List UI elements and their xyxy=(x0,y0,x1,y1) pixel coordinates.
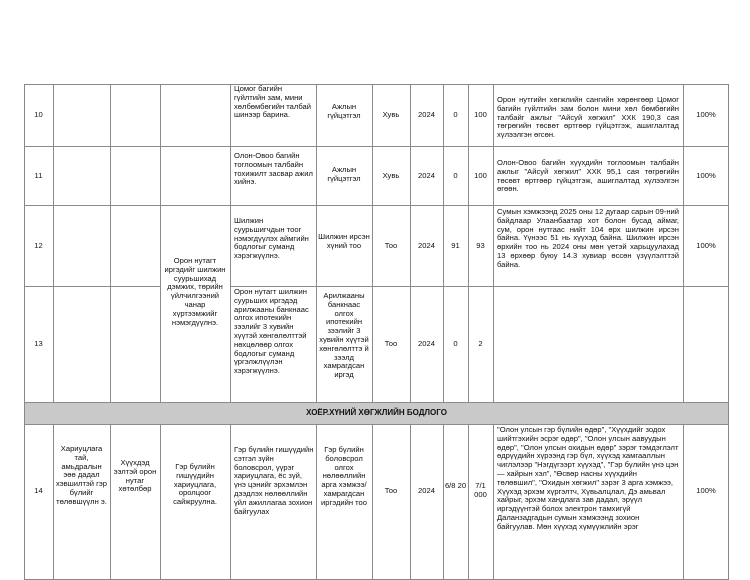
activity-cell: Гэр бүлийн гишүүдийн сэтгэл зүйн боловсрол, үүрэг хариуцлага, ёс зүй, үнэ цэнийг эрхэмлэн дээдлэх нөлөөллийн үйл ажиллагаа зохион байгуулах xyxy=(234,445,314,516)
type-cell: Тоо xyxy=(384,486,398,495)
unit-cell: Гэр бүлийн боловсрол олгох нөлөөллийн арга хэмжээ/ хамрагдсан иргэдийн тоо xyxy=(321,445,367,507)
col-divider xyxy=(230,424,231,580)
col-divider xyxy=(493,84,494,402)
row-divider xyxy=(24,424,729,425)
row-number: 12 xyxy=(34,241,43,250)
activity-cell: Шилжин суурьшигчдын тоог нэмэгдүүлэх аймгийн бодлогыг суманд хэрэгжүүлнэ. xyxy=(234,216,309,261)
unit-cell: Арилжааны банкнаас олгох ипотекийн зээлийг 3 хувийн хүүтэй хөнгөлөлттэ й зээлд хамрагдсан иргэд xyxy=(319,291,369,380)
col-divider xyxy=(53,84,54,402)
result-cell: "Олон улсын гэр бүлийн өдөр", "Хүүхдийг зодох шийтгэхийн эсрэг өдөр", "Олон улсын аавуудын өдөр", "Олон улсын охидын өдөр" зэрэг тэмдэглэлт өдрүүдийн хүрээнд гэр бүл, хүүхэд хамгааллын чиглэлээр "Нэгдүгээрт хүүхэд", "Гэр бүлийн үнэ цэн — хайрын хэл", "Өсвөр насны хүүхдийн төлөвшил", "Охидын хөгжил" зэрэг 3 арга хэмжээ, Хүүхэд эрхэм хүргэлтч, Хүвьалцлал, Дэ амьвал хайрыг, эрхэм хандлага зав дадал, эрүүл иргэдүүнтэй болох электрон тамхигүй Даланзадгадын сумын хэмжээнд зохион байгуулав. Мөн хүүхэд хүмүүжлийн эрэг xyxy=(497,426,679,531)
col-divider xyxy=(372,424,373,580)
result-cell: Орон нутгийн хөгжлийн сангийн хөрөнгөөр Цомог багийн гүйлтийн зам болон мини хөл бөмбөгийн талбайг ажлыг "Айсуй хөгжил" ХХК 190,3 сая төгрөгийн төсвөт өртгөөр гүйцэтгэж, ашиглалтад хүлээлгэн өгсөн. xyxy=(497,95,679,140)
col-divider xyxy=(493,424,494,580)
section-header: ХОЁР.ХҮНИЙ ХӨГЖЛИЙН БОДЛОГО xyxy=(25,403,728,424)
col-divider xyxy=(410,424,411,580)
goal-cell: Орон нутагт иргэдийг шилжин суурьшихад дэмжих, төрийн үйлчилгээний чанар хүртээмжийг нэмэгдүүлнэ. xyxy=(164,256,226,327)
col-divider xyxy=(468,424,469,580)
percent-cell: 100% xyxy=(696,171,716,180)
target-cell: 100 xyxy=(474,110,487,119)
type-cell: Хувь xyxy=(382,110,400,119)
row-number: 13 xyxy=(34,339,43,348)
target-cell: 100 xyxy=(474,171,487,180)
row-divider xyxy=(24,205,729,206)
row-number: 10 xyxy=(34,110,43,119)
col-divider xyxy=(683,424,684,580)
result-cell: Олон-Овоо багийн хүүхдийн тоглоомын талбайн ажлыг "Айсуй хөгжил" ХХК 95,1 сая төгрөгийн төсөвт өртгөөр гүйцэтгэж, ашиглалтад хүлээлгэн өгөөн. xyxy=(497,158,679,194)
percent-cell: 100% xyxy=(696,486,716,495)
type-cell: Хувь xyxy=(382,171,400,180)
row-number: 14 xyxy=(34,486,43,495)
unit-cell: Ажлын гүйцэтгэл xyxy=(327,165,361,183)
col-divider xyxy=(110,424,111,580)
base-cell: 0 xyxy=(453,110,458,119)
target-cell: 93 xyxy=(476,241,485,250)
percent-cell: 100% xyxy=(696,241,716,250)
unit-cell: Ажлын гүйцэтгэл xyxy=(327,102,361,120)
col-divider xyxy=(316,84,317,402)
activity-cell: Цомог багийн гүйлтийн зам, мини хөлбөмбөгийн талбай шинээр барина. xyxy=(234,84,311,120)
goal-cell: Гэр бүлийн гишүүдийн хариуцлага, оролцоог сайжруулна. xyxy=(173,462,217,507)
col-divider xyxy=(53,424,54,580)
type-cell: Тоо xyxy=(384,241,398,250)
base-cell: 91 xyxy=(451,241,460,250)
base-cell: 6/8 20 xyxy=(444,481,467,490)
percent-cell: 100% xyxy=(696,110,716,119)
year-cell: 2024 xyxy=(418,486,435,495)
activity-cell: Орон нутагт шилжин суурьших иргэдэд арилжааны банкнаас олгох ипотекийн зээлийг 3 хувийн хүүтэй хөнгөлөлттэй нөхцөлөөр олгох бодлогыг суманд үргэлжлүүлэн хэрэгжүүлнэ. xyxy=(234,287,309,376)
year-cell: 2024 xyxy=(418,110,435,119)
base-cell: 0 xyxy=(453,171,458,180)
year-cell: 2024 xyxy=(418,339,435,348)
target-cell: 2 xyxy=(478,339,483,348)
base-cell: 0 xyxy=(453,339,458,348)
col-divider xyxy=(160,84,161,402)
row-divider xyxy=(24,146,729,147)
col-divider xyxy=(160,424,161,580)
activity-cell: Олон-Овоо багийн тоглоомын талбайн тохижилт засвар ажил хийнэ. xyxy=(234,151,313,187)
col-divider xyxy=(230,84,231,402)
row-divider xyxy=(24,286,160,287)
col-divider xyxy=(110,84,111,402)
target-cell: 7/1 000 xyxy=(474,481,487,499)
year-cell: 2024 xyxy=(418,241,435,250)
year-cell: 2024 xyxy=(418,171,435,180)
type-cell: Тоо xyxy=(384,339,398,348)
col-divider xyxy=(443,424,444,580)
result-cell: Сумын хэмжээнд 2025 оны 12 дугаар сарын 09-ний байдлаар Улаанбаатар хот болон бусад аймаг, сум, орон нутгаас нийт 104 өрх шилжин ирсэн байна. Үүнээс 51 нь хүүхэд байна. Шилжин ирсэн өрхийн тоо нь 2024 оны мөн үетэй харьцуулахад 13 өрхөөр буюу 14.3 хувиар өссөн үзүүлэлттэй байна. xyxy=(497,207,679,269)
col-divider xyxy=(316,424,317,580)
program-cell: Хүүхдэд ээлтэй орон нутаг хөтөлбөр xyxy=(113,458,157,494)
row-number: 11 xyxy=(34,171,43,180)
unit-cell: Шилжин ирсэн хүний тоо xyxy=(318,232,370,250)
policy-cell: Хариуцлага тай, амьдралын эөө дадал хэвшилтэй гэр бүлийг төлөвшүүлн э. xyxy=(55,444,108,506)
